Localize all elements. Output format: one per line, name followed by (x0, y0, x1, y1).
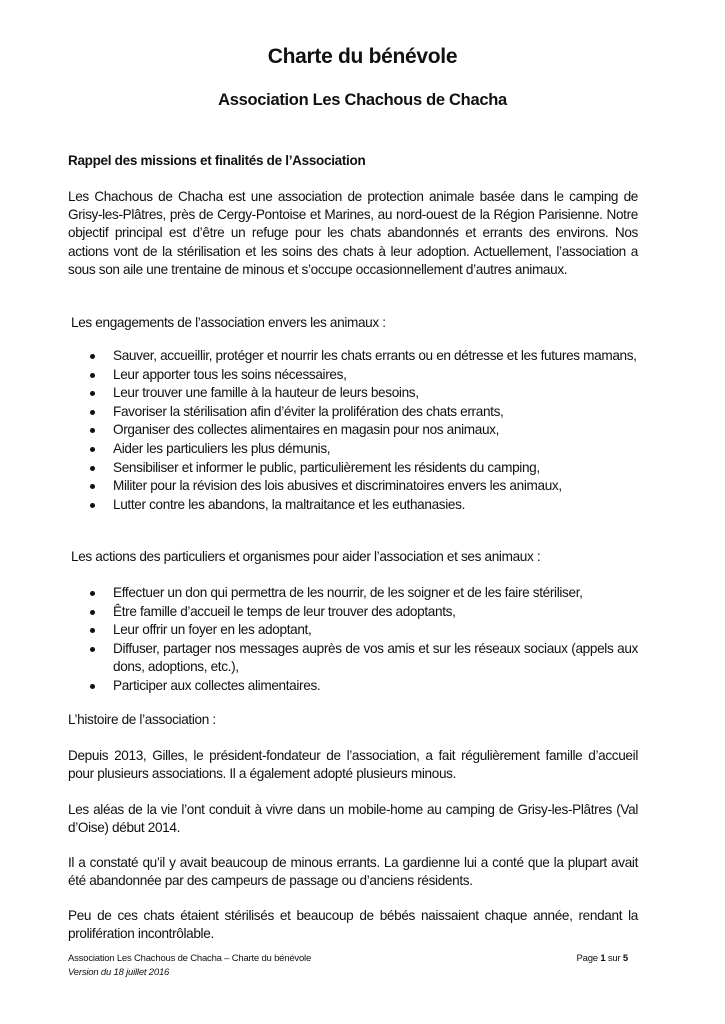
bullet-icon (90, 373, 95, 378)
bullet-icon (90, 684, 95, 689)
bullet-icon (90, 354, 95, 359)
engagements-list (68, 347, 638, 514)
engagements-label: Les engagements de l’association envers les animaux : (71, 315, 386, 330)
history-paragraph: Les aléas de la vie l’ont conduit à vivre dans un mobile-home au camping de Grisy-les-Plâtres (Val d’Oise) début 2014. (68, 802, 638, 836)
list-item: Sauver, accueillir, protéger et nourrir les chats errants ou en détresse et les futures mamans, (68, 347, 638, 366)
bullet-icon (90, 466, 95, 471)
list-item: Participer aux collectes alimentaires. (68, 677, 638, 696)
page-footer (68, 952, 628, 980)
current-page: 1 (600, 953, 606, 964)
bullet-icon (90, 503, 95, 508)
actions-label: Les actions des particuliers et organismes pour aider l’association et ses animaux : (71, 549, 541, 564)
list-item: Organiser des collectes alimentaires en magasin pour nos animaux, (68, 421, 638, 440)
list-item: Sensibiliser et informer le public, particulièrement les résidents du camping, (68, 459, 638, 478)
history-paragraph: Depuis 2013, Gilles, le président-fondateur de l’association, a fait régulièrement famille d’accueil pour plusieurs associations. Il a également adopté plusieurs minous. (68, 748, 638, 782)
list-item: Militer pour la révision des lois abusives et discriminatoires envers les animaux, (68, 477, 638, 496)
intro-paragraph: Les Chachous de Chacha est une association de protection animale basée dans le camping de Grisy-les-Plâtres, près de Cergy-Pontoise et Marines, au nord-ouest de la Région Parisienne. Notre objectif principal est d’être un refuge pour les chats abandonnés et errants des environs. Nos actions vont de la stérilisation et les soins des chats à leur adoption. Actuellement, l’association a sous son aile une trentaine de minous et s’occupe occasionnellement d’autres animaux. (68, 189, 638, 277)
list-item: Leur apporter tous les soins nécessaires, (68, 366, 638, 385)
bullet-icon (90, 391, 95, 396)
list-item: Effectuer un don qui permettra de les nourrir, de les soigner et de les faire stériliser, (68, 584, 638, 603)
list-item: Lutter contre les abandons, la maltraitance et les euthanasies. (68, 496, 638, 515)
history-paragraph: Peu de ces chats étaient stérilisés et beaucoup de bébés naissaient chaque année, rendant la prolifération incontrôlable. (68, 908, 638, 942)
bullet-icon (90, 591, 95, 596)
bullet-icon (90, 447, 95, 452)
footer-version: Version du 18 juillet 2016 (68, 967, 170, 978)
bullet-icon (90, 410, 95, 415)
list-item: Aider les particuliers les plus démunis, (68, 440, 638, 459)
total-pages: 5 (622, 953, 628, 964)
section-heading: Rappel des missions et finalités de l’Association (68, 153, 366, 168)
document-subtitle: Association Les Chachous de Chacha (218, 91, 507, 109)
footer-title: Association Les Chachous de Chacha – Charte du bénévole (68, 953, 312, 964)
document-title: Charte du bénévole (267, 45, 458, 68)
list-item: Être famille d’accueil le temps de leur trouver des adoptants, (68, 603, 638, 622)
bullet-icon (90, 428, 95, 433)
bullet-icon (90, 628, 95, 633)
list-item: Leur offrir un foyer en les adoptant, (68, 621, 638, 640)
actions-list (68, 584, 638, 696)
history-paragraph: Il a constaté qu’il y avait beaucoup de minous errants. La gardienne lui a conté que la plupart avait été abandonnée par des campeurs de passage ou d’anciens résidents. (68, 855, 638, 889)
history-label: L’histoire de l’association : (68, 712, 216, 727)
list-item: Diffuser, partager nos messages auprès de vos amis et sur les réseaux sociaux (appels aux dons, adoptions, etc.), (68, 640, 638, 677)
list-item: Leur trouver une famille à la hauteur de leurs besoins, (68, 384, 638, 403)
list-item: Favoriser la stérilisation afin d’éviter la prolifération des chats errants, (68, 403, 638, 422)
bullet-icon (90, 647, 95, 652)
page-number: Page 1 sur 5 (576, 953, 628, 964)
bullet-icon (90, 610, 95, 615)
bullet-icon (90, 484, 95, 489)
